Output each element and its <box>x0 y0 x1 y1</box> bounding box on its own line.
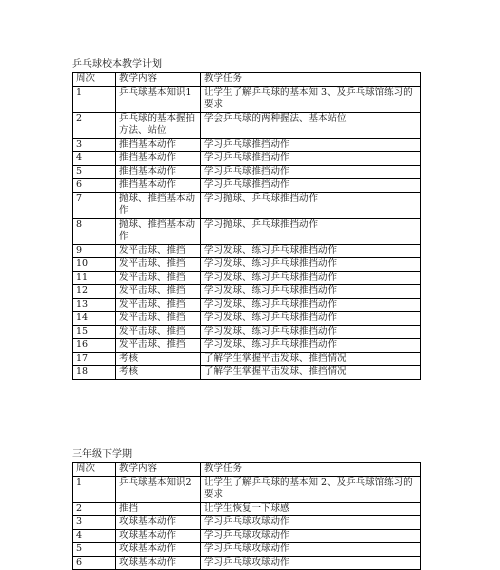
cell-week: 4 <box>73 152 116 166</box>
cell-task: 学习发球、练习乒乓球推挡动作 <box>201 312 421 326</box>
plan-table <box>72 72 421 380</box>
cell-task: 让学生了解乒乓球的基本知 3、及乒乓球馆练习的要求 <box>201 86 421 112</box>
cell-task: 学习发球、练习乒乓球推挡动作 <box>201 325 421 339</box>
table-row <box>73 339 421 353</box>
cell-content: 乒乓球基本知识2 <box>116 476 201 502</box>
table-header-row <box>73 463 421 477</box>
cell-week: 1 <box>73 476 116 502</box>
table-header-row <box>73 73 421 87</box>
header-week: 周次 <box>73 463 116 477</box>
table-row <box>73 165 421 179</box>
cell-task: 学习发球、练习乒乓球推挡动作 <box>201 298 421 312</box>
cell-task: 学习发球、练习乒乓球推挡动作 <box>201 244 421 258</box>
cell-content: 抛球、推挡基本动作 <box>116 192 201 218</box>
cell-content: 攻球基本动作 <box>116 516 201 530</box>
cell-task: 学习发球、练习乒乓球推挡动作 <box>201 339 421 353</box>
cell-content: 攻球基本动作 <box>116 556 201 570</box>
cell-content: 发平击球、推挡 <box>116 258 201 272</box>
table-row <box>73 86 421 112</box>
cell-content: 发平击球、推挡 <box>116 339 201 353</box>
cell-content: 推挡基本动作 <box>116 165 201 179</box>
cell-task: 让学生恢复一下球感 <box>201 502 421 516</box>
cell-week: 6 <box>73 556 116 570</box>
table-row <box>73 285 421 299</box>
table-row <box>73 218 421 244</box>
cell-content: 发平击球、推挡 <box>116 312 201 326</box>
table-row <box>73 366 421 380</box>
cell-week: 11 <box>73 271 116 285</box>
cell-task: 了解学生掌握平击发球、推挡情况 <box>201 366 421 380</box>
cell-task: 学习乒乓球攻球动作 <box>201 543 421 557</box>
cell-task: 学习乒乓球推挡动作 <box>201 138 421 152</box>
cell-task: 学习抛球、乒乓球推挡动作 <box>201 218 421 244</box>
cell-task: 学会乒乓球的两种握法、基本站位 <box>201 112 421 138</box>
cell-week: 2 <box>73 112 116 138</box>
table-row <box>73 476 421 502</box>
cell-content: 发平击球、推挡 <box>116 325 201 339</box>
cell-week: 10 <box>73 258 116 272</box>
cell-task: 学习发球、练习乒乓球推挡动作 <box>201 271 421 285</box>
cell-week: 3 <box>73 516 116 530</box>
cell-task: 学习乒乓球推挡动作 <box>201 165 421 179</box>
table-row <box>73 502 421 516</box>
table-row <box>73 516 421 530</box>
table-row <box>73 298 421 312</box>
section-title: 三年级下学期 <box>72 449 132 460</box>
table-row <box>73 152 421 166</box>
table-row <box>73 271 421 285</box>
plan-table <box>72 462 421 570</box>
table-row <box>73 244 421 258</box>
table-body <box>73 86 421 379</box>
cell-week: 6 <box>73 179 116 193</box>
table-row <box>73 556 421 570</box>
header-content: 教学内容 <box>116 463 201 477</box>
table-row <box>73 179 421 193</box>
cell-content: 攻球基本动作 <box>116 543 201 557</box>
cell-content: 考核 <box>116 366 201 380</box>
cell-week: 18 <box>73 366 116 380</box>
cell-week: 8 <box>73 218 116 244</box>
cell-task: 学习抛球、乒乓球推挡动作 <box>201 192 421 218</box>
table-row <box>73 192 421 218</box>
cell-content: 推挡 <box>116 502 201 516</box>
cell-task: 了解学生掌握平击发球、推挡情况 <box>201 352 421 366</box>
cell-week: 5 <box>73 165 116 179</box>
cell-content: 发平击球、推挡 <box>116 244 201 258</box>
cell-week: 9 <box>73 244 116 258</box>
table-row <box>73 529 421 543</box>
cell-content: 发平击球、推挡 <box>116 271 201 285</box>
cell-week: 3 <box>73 138 116 152</box>
cell-task: 学习发球、练习乒乓球推挡动作 <box>201 258 421 272</box>
cell-week: 12 <box>73 285 116 299</box>
table-row <box>73 312 421 326</box>
table-row <box>73 325 421 339</box>
cell-content: 乒乓球基本知识1 <box>116 86 201 112</box>
header-week: 周次 <box>73 73 116 87</box>
cell-week: 16 <box>73 339 116 353</box>
table-row <box>73 112 421 138</box>
cell-content: 考核 <box>116 352 201 366</box>
cell-week: 14 <box>73 312 116 326</box>
cell-content: 抛球、推挡基本动作 <box>116 218 201 244</box>
cell-content: 发平击球、推挡 <box>116 298 201 312</box>
cell-week: 4 <box>73 529 116 543</box>
cell-content: 乒乓球的基本握拍方法、站位 <box>116 112 201 138</box>
cell-week: 7 <box>73 192 116 218</box>
section-title: 乒乓球校本教学计划 <box>72 59 162 70</box>
cell-task: 学习乒乓球推挡动作 <box>201 179 421 193</box>
header-task: 教学任务 <box>201 463 421 477</box>
table-row <box>73 352 421 366</box>
cell-content: 推挡基本动作 <box>116 179 201 193</box>
plan-section <box>72 58 420 380</box>
cell-task: 学习乒乓球攻球动作 <box>201 516 421 530</box>
table-body <box>73 476 421 570</box>
cell-week: 17 <box>73 352 116 366</box>
cell-content: 推挡基本动作 <box>116 152 201 166</box>
cell-task: 学习乒乓球攻球动作 <box>201 556 421 570</box>
cell-week: 1 <box>73 86 116 112</box>
cell-task: 学习乒乓球攻球动作 <box>201 529 421 543</box>
cell-content: 推挡基本动作 <box>116 138 201 152</box>
table-row <box>73 543 421 557</box>
cell-task: 学习发球、练习乒乓球推挡动作 <box>201 285 421 299</box>
table-row <box>73 138 421 152</box>
cell-content: 发平击球、推挡 <box>116 285 201 299</box>
cell-week: 2 <box>73 502 116 516</box>
table-row <box>73 258 421 272</box>
cell-task: 学习乒乓球推挡动作 <box>201 152 421 166</box>
header-content: 教学内容 <box>116 73 201 87</box>
header-task: 教学任务 <box>201 73 421 87</box>
cell-week: 5 <box>73 543 116 557</box>
cell-week: 13 <box>73 298 116 312</box>
cell-content: 攻球基本动作 <box>116 529 201 543</box>
cell-task: 让学生了解乒乓球的基本知 2、及乒乓球馆练习的要求 <box>201 476 421 502</box>
cell-week: 15 <box>73 325 116 339</box>
spring-term-section <box>72 448 420 570</box>
